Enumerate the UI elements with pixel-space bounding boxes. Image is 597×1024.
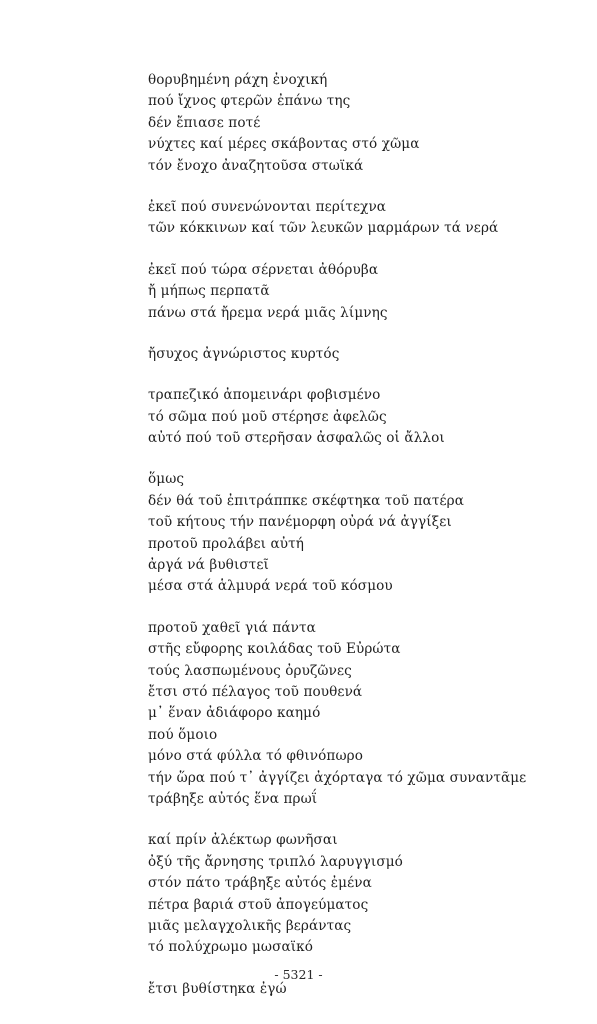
poem-stanza	[148, 385, 578, 449]
poem-line: πέτρα βαριά στοῦ ἀπογεύματος	[148, 896, 369, 913]
poem-line: πού ἴχνος φτερῶν ἐπάνω της	[148, 93, 351, 110]
poem-stanza	[148, 469, 578, 597]
poem-line: ἤσυχος ἀγνώριστος κυρτός	[148, 345, 340, 362]
poem-stanza	[148, 344, 578, 365]
poem-line: ἔτσι στό πέλαγος τοῦ πουθενά	[148, 683, 363, 700]
poem-line: δέν ἔπιασε ποτέ	[148, 114, 261, 131]
poem-body	[148, 70, 578, 1020]
poem-line: ἐκεῖ πού τώρα σέρνεται ἀθόρυβα	[148, 261, 379, 278]
poem-stanza	[148, 197, 578, 240]
poem-line: τήν ὥρα πού τ᾿ ἀγγίζει ἀχόρταγα τό χῶμα συναντᾶμε	[148, 769, 527, 786]
poem-stanza	[148, 830, 578, 958]
poem-line: τό πολύχρωμο μωσαϊκό	[148, 939, 314, 956]
poem-line: τῶν κόκκινων καί τῶν λευκῶν μαρμάρων τά νερά	[148, 220, 499, 237]
poem-line: προτοῦ χαθεῖ γιά πάντα	[148, 619, 316, 636]
poem-line: στῆς εὔφορης κοιλάδας τοῦ Εὐρώτα	[148, 641, 401, 658]
poem-line: μιᾶς μελαγχολικῆς βεράντας	[148, 917, 352, 934]
poem-line: τράβηξε αὐτός ἕνα πρωΐ	[148, 790, 318, 807]
poem-line: ἤ μήπως περπατᾶ	[148, 283, 270, 300]
poem-line: πάνω στά ἤρεμα νερά μιᾶς λίμνης	[148, 304, 388, 321]
poem-line: τοῦ κήτους τήν πανέμορφη οὐρά νά ἀγγίξει	[148, 514, 452, 531]
poem-line: πού ὅμοιο	[148, 726, 218, 743]
poem-line: δέν θά τοῦ ἐπιτράππκε σκέφτηκα τοῦ πατέρα	[148, 492, 464, 509]
poem-line: τό σῶμα πού μοῦ στέρησε ἀφελῶς	[148, 408, 387, 425]
poem-line: μ᾿ ἕναν ἀδιάφορο καημό	[148, 705, 321, 722]
poem-line: ἀργά νά βυθιστεῖ	[148, 557, 269, 574]
poem-stanza	[148, 260, 578, 324]
poem-line: ἔτσι βυθίστηκα ἐγώ	[148, 980, 287, 997]
poem-stanza	[148, 70, 578, 177]
page-number: - 5321 -	[274, 967, 323, 982]
poem-line: τόν ἔνοχο ἀναζητοῦσα στωϊκά	[148, 157, 364, 174]
poem-line: τούς λασπωμένους ὀρυζῶνες	[148, 662, 352, 679]
poem-line: θορυβημένη ράχη ἐνοχική	[148, 72, 328, 88]
poem-line: τραπεζικό ἀπομεινάρι φοβισμένο	[148, 387, 381, 404]
poem-line: αὐτό πού τοῦ στερῆσαν ἀσφαλῶς οἱ ἄλλοι	[148, 430, 445, 447]
poem-line: προτοῦ προλάβει αὐτή	[148, 535, 304, 552]
poem-line: ὀξύ τῆς ἄρνησης τριπλό λαρυγγισμό	[148, 853, 403, 870]
poem-stanza	[148, 618, 578, 811]
poem-line: στόν πάτο τράβηξε αὐτός ἐμένα	[148, 875, 372, 892]
poem-line: ὅμως	[148, 471, 185, 488]
poem-line: μέσα στά ἁλμυρά νερά τοῦ κόσμου	[148, 578, 393, 595]
poem-line: καί πρίν ἀλέκτωρ φωνῆσαι	[148, 832, 338, 849]
poem-line: νύχτες καί μέρες σκάβοντας στό χῶμα	[148, 136, 420, 153]
poem-line: ἐκεῖ πού συνενώνονται περίτεχνα	[148, 198, 387, 215]
poem-line: μόνο στά φύλλα τό φθινόπωρο	[148, 748, 364, 765]
